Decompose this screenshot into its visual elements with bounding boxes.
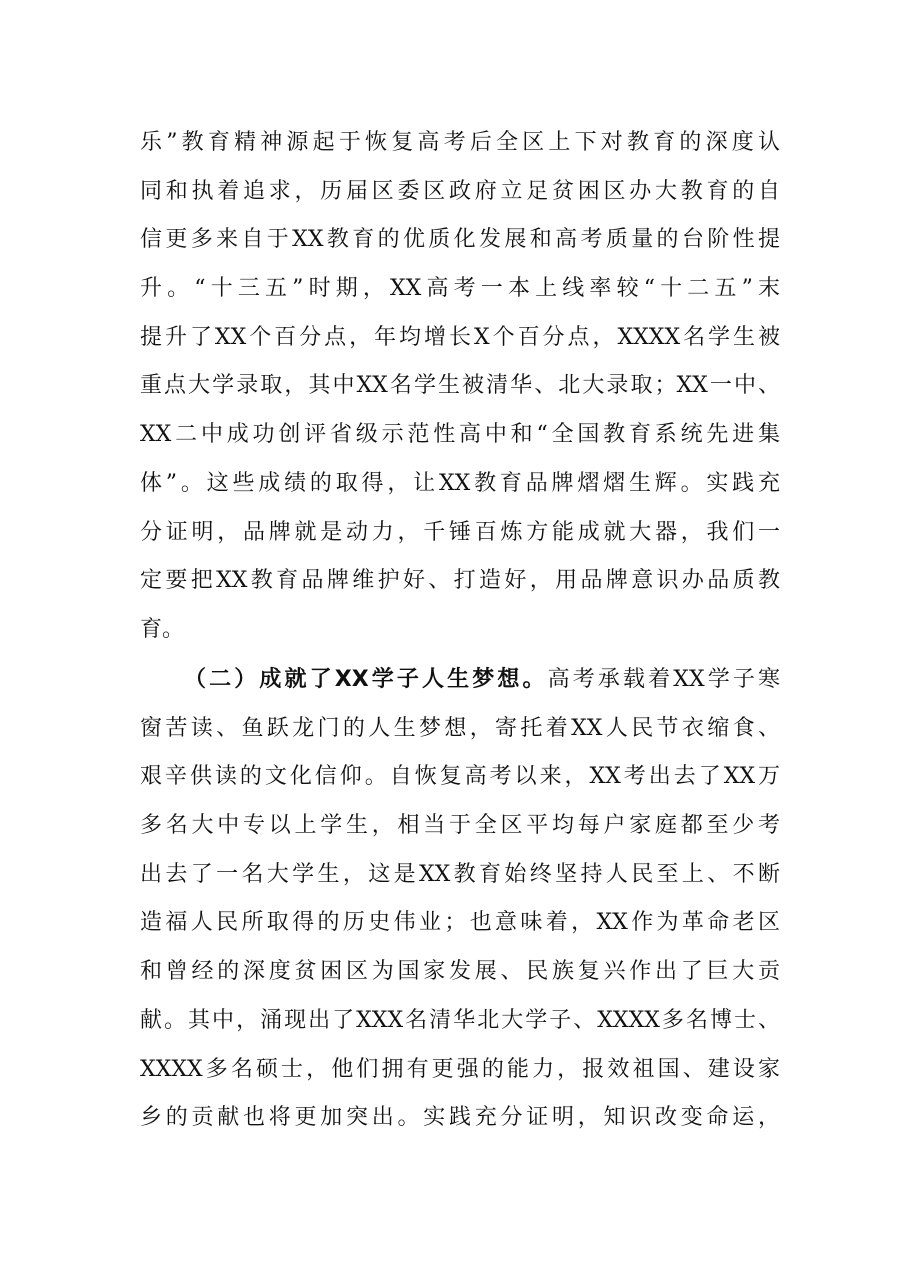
text-line: 定要把XX教育品牌维护好、打造好，用品牌意识办品质教 [140,568,780,594]
text-line: 升。“十三五”时期，XX高考一本上线率较“十二五”末 [140,276,780,302]
paragraph-student-dreams [140,662,780,1149]
text-line: 分证明，品牌就是动力，千锤百炼方能成就大器，我们一 [140,519,780,545]
text-line-rest: 高考承载着XX学子寒 [547,667,780,692]
text-line: 乐”教育精神源起于恢复高考后全区上下对教育的深度认 [140,130,780,155]
text-line: XX二中成功创评省级示范性高中和“全国教育系统先进集 [140,422,780,448]
text-line: 献。其中，涌现出了XXX名清华北大学子、XXXX多名博士、 [140,1007,780,1033]
section-heading: （二）成就了XX学子人生梦想。 [184,667,548,692]
text-line: 提升了XX个百分点，年均增长X个百分点，XXXX名学生被 [140,324,780,350]
section-first-line [140,662,780,711]
paragraph-brand-education [140,125,780,661]
text-line: 同和执着追求，历届区委区政府立足贫困区办大教育的自 [140,178,780,204]
text-line: 窗苦读、鱼跃龙门的人生梦想，寄托着XX人民节衣缩食、 [140,715,780,741]
text-line: XXXX多名硕士，他们拥有更强的能力，报效祖国、建设家 [140,1056,780,1082]
text-line: 乡的贡献也将更加突出。实践充分证明，知识改变命运， [140,1105,780,1131]
text-line: 重点大学录取，其中XX名学生被清华、北大录取；XX一中、 [140,373,780,399]
text-line: 育。 [140,616,185,642]
text-line: 信更多来自于XX教育的优质化发展和高考质量的台阶性提 [140,227,780,253]
text-line: 艰辛供读的文化信仰。自恢复高考以来，XX考出去了XX万 [140,764,780,790]
text-line: 体”。这些成绩的取得，让XX教育品牌熠熠生辉。实践充 [140,470,780,496]
text-line: 多名大中专以上学生，相当于全区平均每户家庭都至少考 [140,813,780,839]
text-line: 出去了一名大学生，这是XX教育始终坚持人民至上、不断 [140,861,780,887]
text-line: 和曾经的深度贫困区为国家发展、民族复兴作出了巨大贡 [140,959,780,985]
text-line: 造福人民所取得的历史伟业；也意味着，XX作为革命老区 [140,910,780,936]
